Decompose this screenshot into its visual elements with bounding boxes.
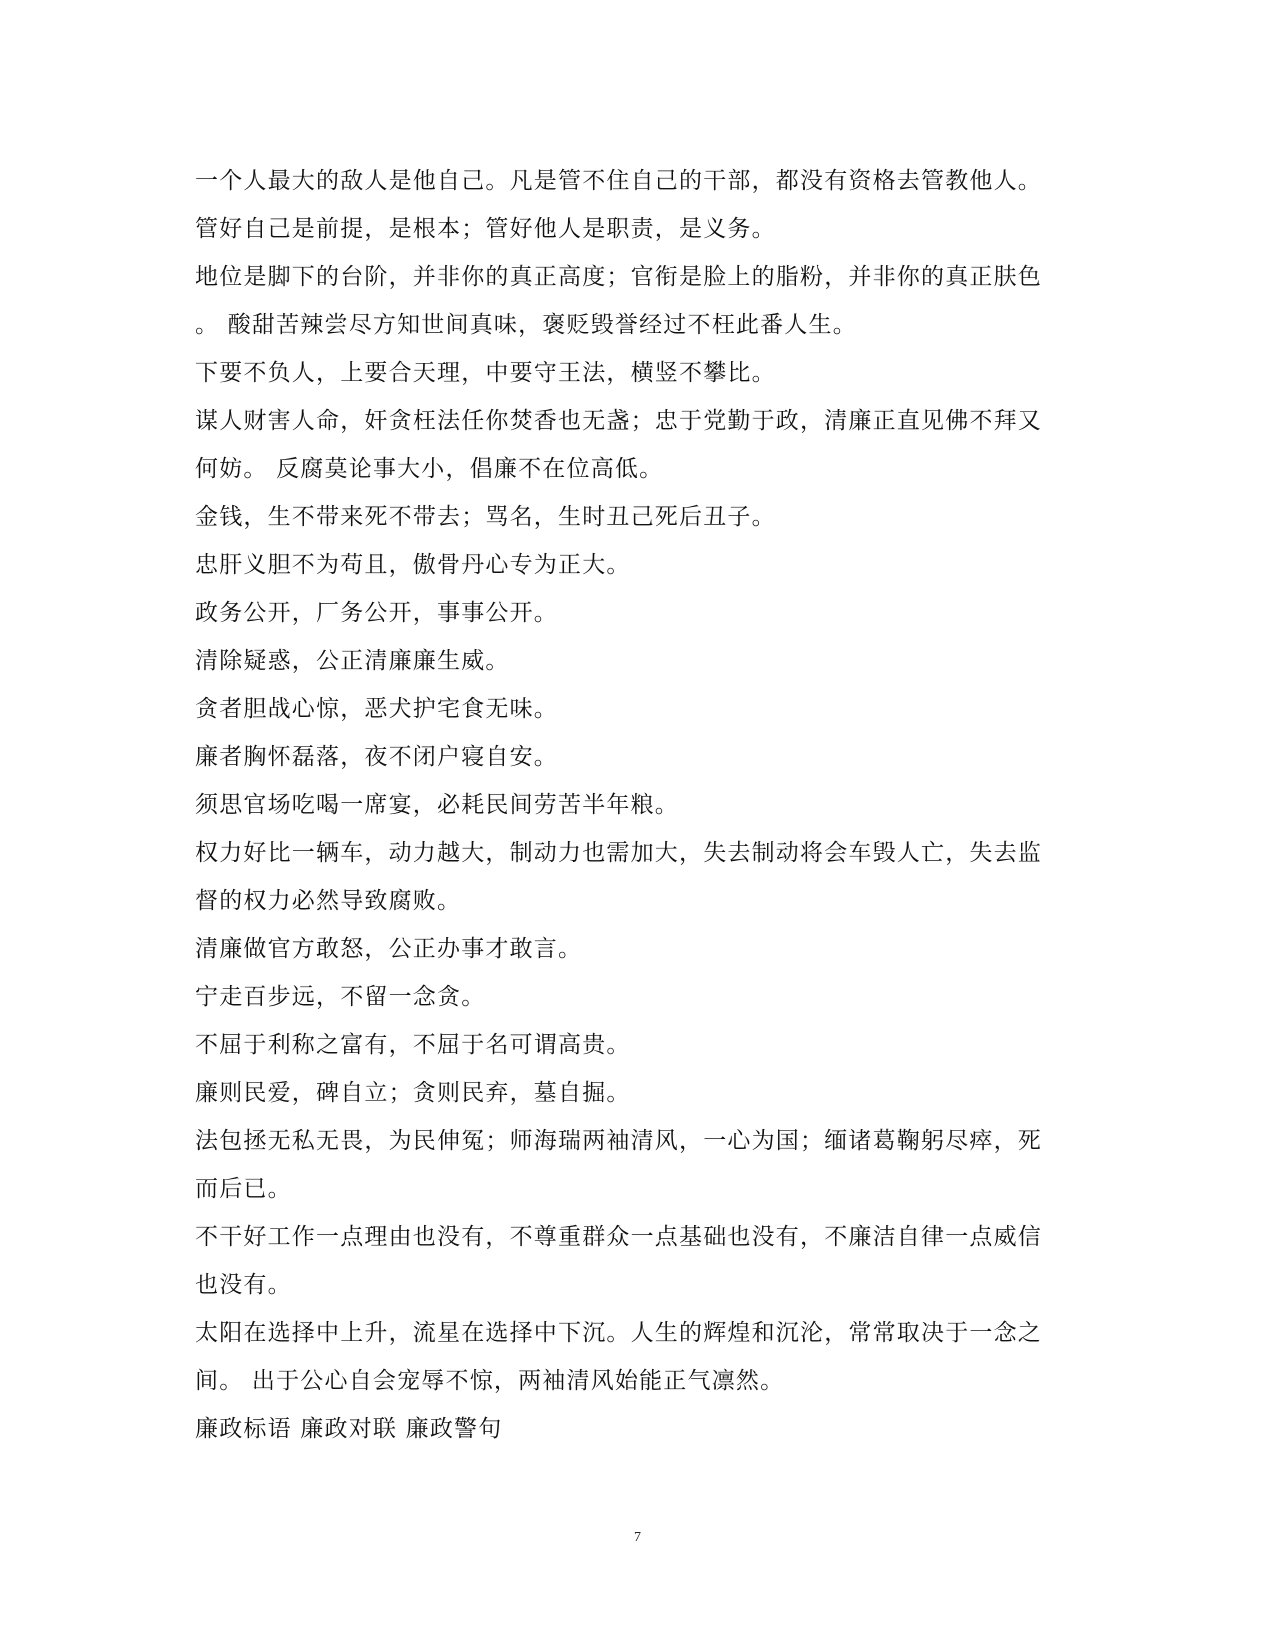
text-line: 何妨。 反腐莫论事大小，倡廉不在位高低。 bbox=[195, 456, 664, 482]
text-line: 而后已。 bbox=[195, 1176, 292, 1202]
text-line: 清除疑惑，公正清廉廉生威。 bbox=[195, 648, 510, 674]
text-line: 宁走百步远，不留一念贪。 bbox=[195, 984, 486, 1010]
page-number: 7 bbox=[634, 1530, 641, 1545]
text-line: 忠肝义胆不为苟且，傲骨丹心专为正大。 bbox=[195, 552, 631, 578]
text-line: 督的权力必然导致腐败。 bbox=[195, 888, 462, 914]
text-line: 权力好比一辆车，动力越大，制动力也需加大，失去制动将会车毁人亡，失去监 bbox=[195, 840, 1042, 866]
text-line: 下要不负人，上要合天理，中要守王法，横竖不攀比。 bbox=[195, 360, 776, 386]
text-line: 须思官场吃喝一席宴，必耗民间劳苦半年粮。 bbox=[195, 792, 679, 818]
text-line: 一个人最大的敌人是他自己。凡是管不住自己的干部，都没有资格去管教他人。 bbox=[195, 168, 1042, 194]
text-line: 也没有。 bbox=[195, 1272, 292, 1298]
text-line: 。 酸甜苦辣尝尽方知世间真味，褒贬毁誉经过不枉此番人生。 bbox=[195, 312, 857, 338]
text-line: 不干好工作一点理由也没有，不尊重群众一点基础也没有，不廉洁自律一点威信 bbox=[195, 1224, 1042, 1250]
text-line: 政务公开，厂务公开，事事公开。 bbox=[195, 600, 558, 626]
text-line: 廉者胸怀磊落，夜不闭户寝自安。 bbox=[195, 744, 558, 770]
text-line: 金钱，生不带来死不带去；骂名，生时丑己死后丑子。 bbox=[195, 504, 776, 530]
text-line: 间。 出于公心自会宠辱不惊，两袖清风始能正气凛然。 bbox=[195, 1368, 785, 1394]
text-line: 贪者胆战心惊，恶犬护宅食无味。 bbox=[195, 696, 558, 722]
text-line: 管好自己是前提，是根本；管好他人是职责，是义务。 bbox=[195, 216, 776, 242]
text-line: 廉政标语 廉政对联 廉政警句 bbox=[195, 1416, 503, 1442]
text-line: 廉则民爱，碑自立；贪则民弃，墓自掘。 bbox=[195, 1080, 631, 1106]
text-line: 不屈于利称之富有，不屈于名可谓高贵。 bbox=[195, 1032, 631, 1058]
text-line: 谋人财害人命，奸贪枉法任你焚香也无盏；忠于党勤于政，清廉正直见佛不拜又 bbox=[195, 408, 1042, 434]
text-line: 清廉做官方敢怒，公正办事才敢言。 bbox=[195, 936, 583, 962]
text-line: 太阳在选择中上升，流星在选择中下沉。人生的辉煌和沉沦，常常取决于一念之 bbox=[195, 1320, 1042, 1346]
text-line: 法包拯无私无畏，为民伸冤；师海瑞两袖清风，一心为国；缅诸葛鞠躬尽瘁，死 bbox=[195, 1128, 1042, 1154]
text-line: 地位是脚下的台阶，并非你的真正高度；官衔是脸上的脂粉，并非你的真正肤色 bbox=[195, 264, 1042, 290]
body-text bbox=[195, 157, 1075, 1453]
